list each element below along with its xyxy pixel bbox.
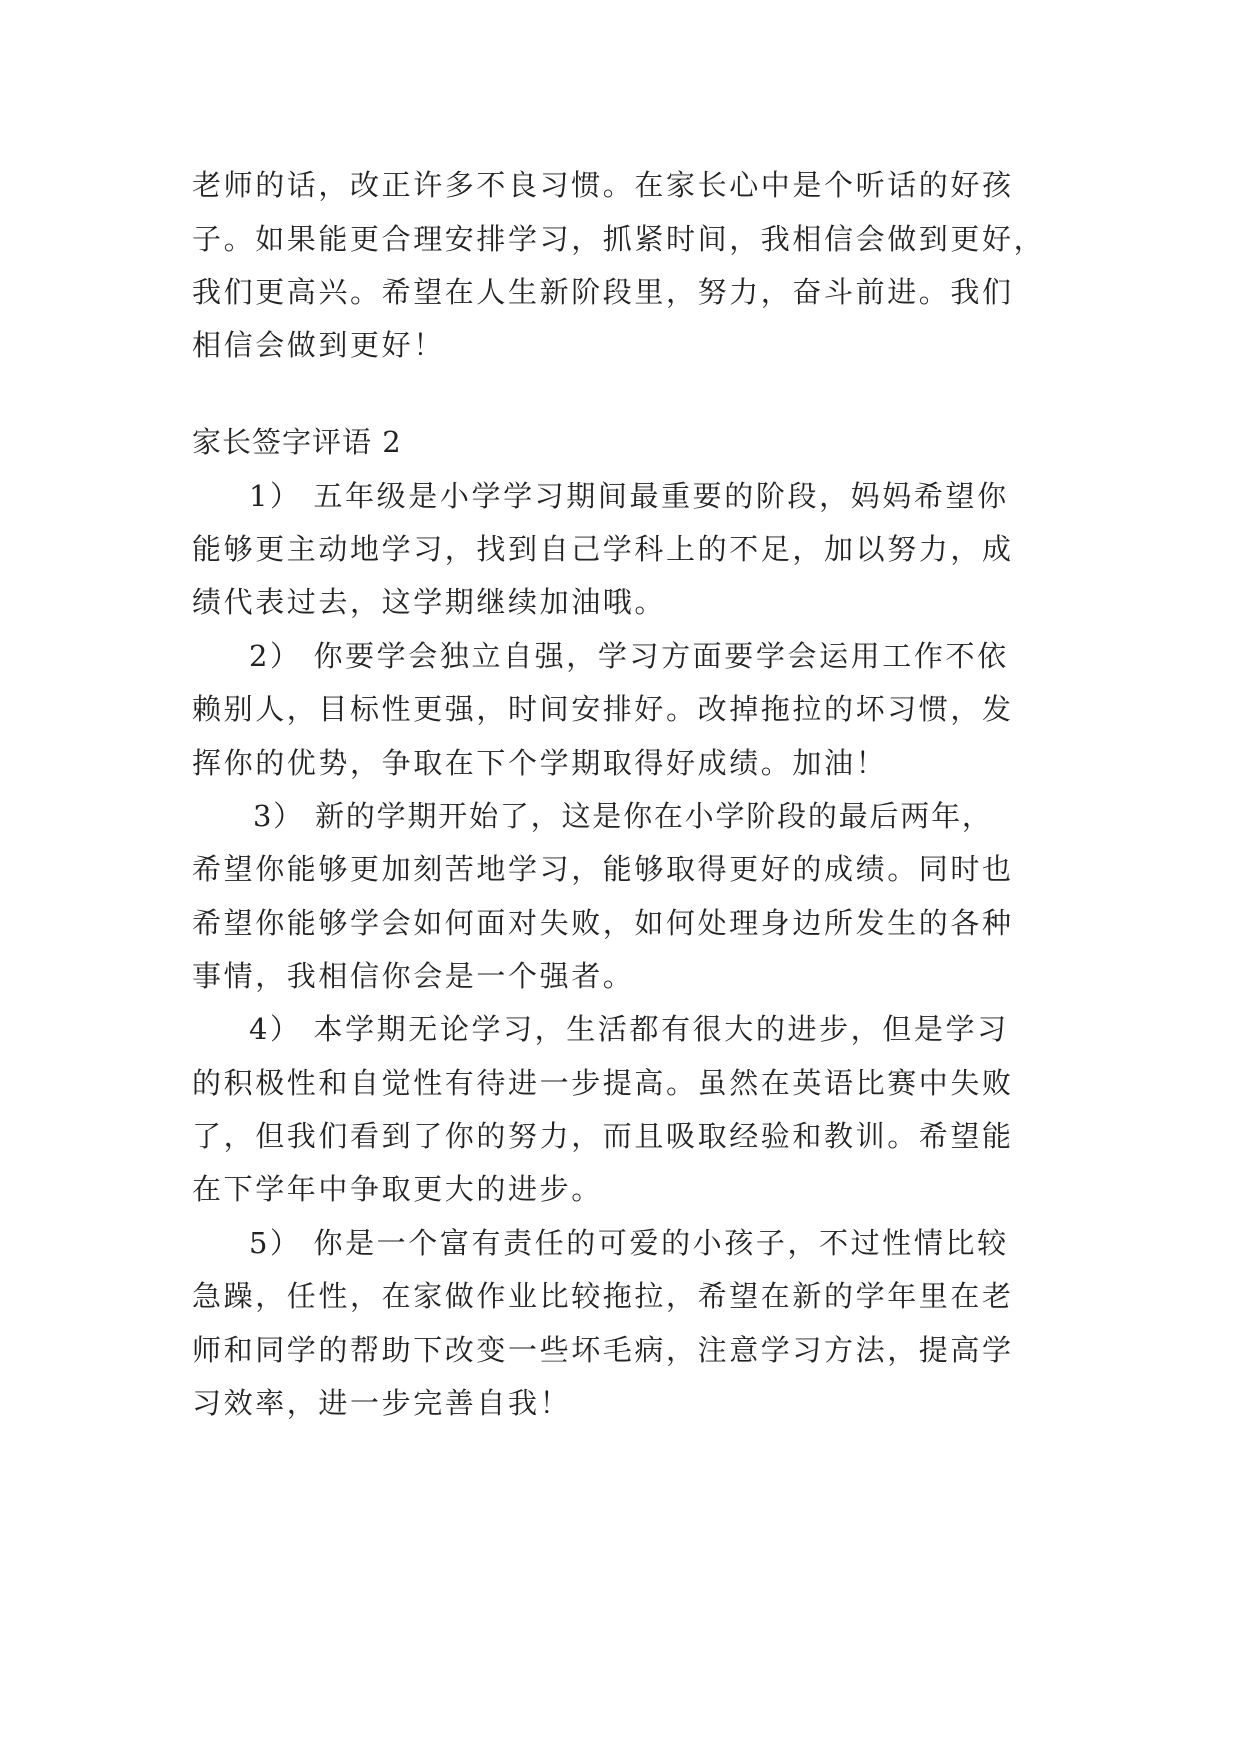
comment-line: 1） 五年级是小学学习期间最重要的阶段，妈妈希望你	[249, 479, 1009, 513]
comment-line: 在下学年中争取更大的进步。	[192, 1172, 603, 1206]
section-heading: 家长签字评语 2	[192, 425, 402, 459]
comment-line: 希望你能够更加刻苦地学习，能够取得更好的成绩。同时也	[192, 852, 1014, 886]
comment-line: 2） 你要学会独立自强，学习方面要学会运用工作不依	[249, 639, 1009, 673]
comment-line: 4） 本学期无论学习，生活都有很大的进步，但是学习	[249, 1012, 1009, 1046]
intro-line: 子。如果能更合理安排学习，抓紧时间，我相信会做到更好，	[192, 222, 1046, 256]
comment-line: 绩代表过去，这学期继续加油哦。	[192, 585, 667, 619]
comment-line: 5） 你是一个富有责任的可爱的小孩子，不过性情比较	[249, 1226, 1009, 1260]
comment-line: 习效率，进一步完善自我！	[192, 1386, 572, 1420]
comment-line: 师和同学的帮助下改变一些坏毛病，注意学习方法，提高学	[192, 1333, 1014, 1367]
comment-line: 赖别人，目标性更强，时间安排好。改掉拖拉的坏习惯，发	[192, 692, 1014, 726]
comment-line: 了，但我们看到了你的努力，而且吸取经验和教训。希望能	[192, 1119, 1014, 1153]
comment-line: 事情，我相信你会是一个强者。	[192, 959, 635, 993]
comment-line: 挥你的优势，争取在下个学期取得好成绩。加油！	[192, 746, 888, 780]
intro-line: 老师的话，改正许多不良习惯。在家长心中是个听话的好孩	[192, 168, 1014, 202]
comment-line: 3） 新的学期开始了，这是你在小学阶段的最后两年，	[253, 799, 993, 833]
comment-line: 能够更主动地学习，找到自己学科上的不足，加以努力，成	[192, 532, 1014, 566]
intro-line: 相信会做到更好！	[192, 328, 445, 362]
comment-line: 急躁，任性，在家做作业比较拖拉，希望在新的学年里在老	[192, 1279, 1014, 1313]
intro-line: 我们更高兴。希望在人生新阶段里，努力，奋斗前进。我们	[192, 275, 1014, 309]
comment-line: 希望你能够学会如何面对失败，如何处理身边所发生的各种	[192, 906, 1014, 940]
comment-line: 的积极性和自觉性有待进一步提高。虽然在英语比赛中失败	[192, 1066, 1014, 1100]
